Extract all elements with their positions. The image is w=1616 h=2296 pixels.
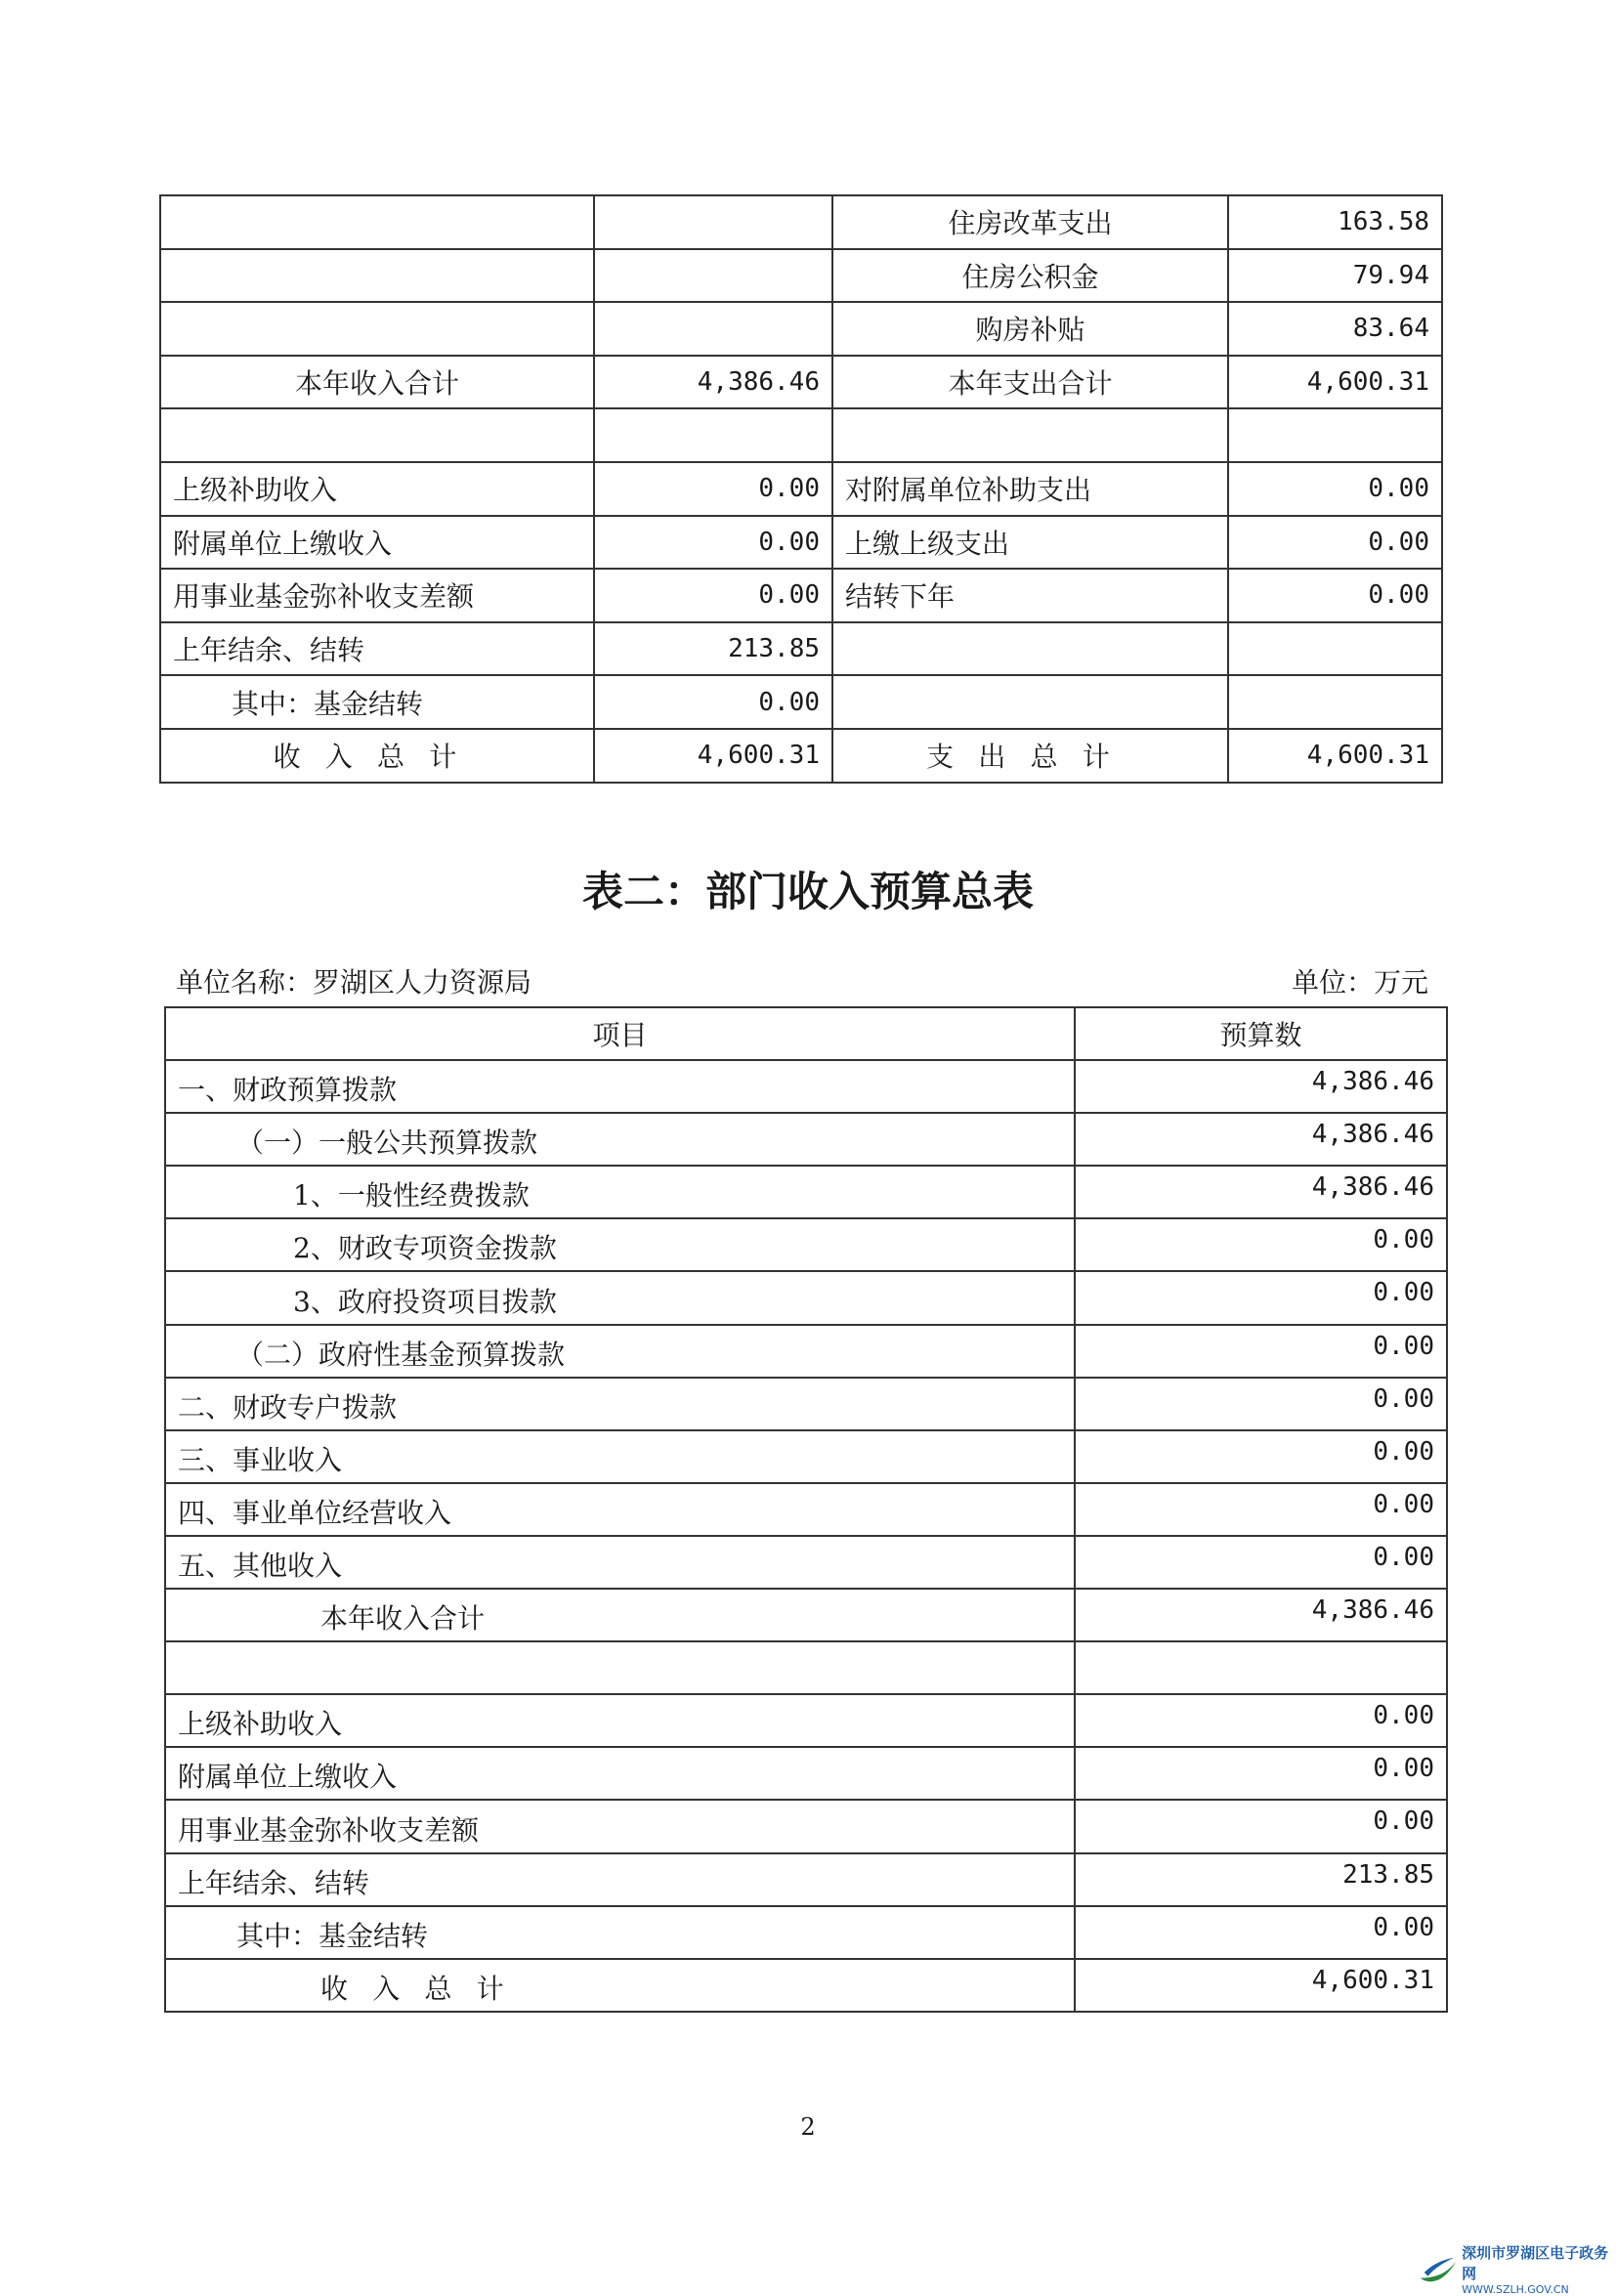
item-cell: 四、事业单位经营收入 xyxy=(165,1483,1075,1536)
income-amount-cell xyxy=(594,302,832,356)
income-item-cell xyxy=(160,302,594,356)
item-cell: 三、事业收入 xyxy=(165,1430,1075,1483)
table-row xyxy=(165,1536,1447,1589)
item-cell: 上级补助收入 xyxy=(165,1694,1075,1747)
expense-item-cell xyxy=(832,408,1228,462)
watermark-name: 深圳市罗湖区电子政务网 xyxy=(1462,2244,1609,2282)
amount-cell: 4,386.46 xyxy=(1075,1113,1447,1166)
header-item: 项目 xyxy=(165,1007,1075,1060)
table-row xyxy=(165,1483,1447,1536)
amount-cell xyxy=(1075,1641,1447,1694)
amount-cell: 0.00 xyxy=(1075,1218,1447,1271)
income-amount-cell: 0.00 xyxy=(594,516,832,570)
income-item-cell: 其中：基金结转 xyxy=(160,675,594,729)
expense-total-label: 支出总计 xyxy=(832,729,1228,783)
income-item-cell: 上年结余、结转 xyxy=(160,622,594,676)
table-row xyxy=(160,569,1442,622)
amount-cell: 0.00 xyxy=(1075,1325,1447,1378)
expense-item-cell: 结转下年 xyxy=(832,569,1228,622)
item-cell: （一）一般公共预算拨款 xyxy=(165,1113,1075,1166)
table-row xyxy=(160,729,1442,783)
income-amount-cell xyxy=(594,408,832,462)
item-cell: 3、政府投资项目拨款 xyxy=(165,1271,1075,1324)
item-cell: 附属单位上缴收入 xyxy=(165,1747,1075,1800)
table-row xyxy=(160,622,1442,676)
amount-cell: 0.00 xyxy=(1075,1271,1447,1324)
item-cell xyxy=(165,1641,1075,1694)
total-amount: 4,600.31 xyxy=(1075,1959,1447,2012)
expense-amount-cell xyxy=(1228,675,1442,729)
expense-amount-cell xyxy=(1228,622,1442,676)
item-cell: 1、一般性经费拨款 xyxy=(165,1166,1075,1218)
subtotal-label: 本年收入合计 xyxy=(165,1589,1075,1641)
expense-amount-cell: 4,600.31 xyxy=(1228,356,1442,409)
item-cell: 二、财政专户拨款 xyxy=(165,1378,1075,1430)
income-amount-cell xyxy=(594,249,832,303)
table-row xyxy=(165,1959,1447,2012)
item-cell: 其中：基金结转 xyxy=(165,1906,1075,1959)
table-row xyxy=(165,1378,1447,1430)
unit-name: 单位名称：罗湖区人力资源局 xyxy=(176,966,532,999)
expense-item-cell xyxy=(832,622,1228,676)
expense-amount-cell: 0.00 xyxy=(1228,569,1442,622)
amount-cell: 0.00 xyxy=(1075,1906,1447,1959)
table-row xyxy=(165,1060,1447,1113)
table-row xyxy=(165,1694,1447,1747)
item-cell: 一、财政预算拨款 xyxy=(165,1060,1075,1113)
income-amount-cell: 213.85 xyxy=(594,622,832,676)
income-item-cell: 附属单位上缴收入 xyxy=(160,516,594,570)
table-row xyxy=(160,249,1442,303)
expense-item-cell: 住房改革支出 xyxy=(832,195,1228,249)
income-amount-cell: 4,386.46 xyxy=(594,356,832,409)
income-amount-cell: 0.00 xyxy=(594,569,832,622)
swoosh-logo-icon xyxy=(1419,2253,1458,2286)
item-cell: 用事业基金弥补收支差额 xyxy=(165,1800,1075,1852)
item-cell: 2、财政专项资金拨款 xyxy=(165,1218,1075,1271)
table-row xyxy=(165,1641,1447,1694)
table-row xyxy=(165,1800,1447,1852)
table-row xyxy=(160,356,1442,409)
expense-item-cell: 本年支出合计 xyxy=(832,356,1228,409)
site-watermark xyxy=(1419,2242,1616,2296)
amount-cell: 0.00 xyxy=(1075,1694,1447,1747)
table-row xyxy=(165,1271,1447,1324)
income-item-cell: 上级补助收入 xyxy=(160,462,594,516)
income-item-cell: 用事业基金弥补收支差额 xyxy=(160,569,594,622)
expense-total-amount: 4,600.31 xyxy=(1228,729,1442,783)
table-row xyxy=(160,516,1442,570)
table-row xyxy=(165,1430,1447,1483)
expense-item-cell xyxy=(832,675,1228,729)
table-row xyxy=(165,1589,1447,1641)
income-expense-summary-table xyxy=(159,194,1443,784)
expense-amount-cell: 79.94 xyxy=(1228,249,1442,303)
income-amount-cell: 0.00 xyxy=(594,675,832,729)
expense-item-cell: 上缴上级支出 xyxy=(832,516,1228,570)
expense-item-cell: 购房补贴 xyxy=(832,302,1228,356)
expense-amount-cell: 0.00 xyxy=(1228,516,1442,570)
amount-cell: 0.00 xyxy=(1075,1747,1447,1800)
income-budget-table xyxy=(164,1006,1448,2013)
income-total-amount: 4,600.31 xyxy=(594,729,832,783)
income-item-cell xyxy=(160,249,594,303)
amount-cell: 0.00 xyxy=(1075,1536,1447,1589)
expense-item-cell: 住房公积金 xyxy=(832,249,1228,303)
table-row xyxy=(165,1218,1447,1271)
income-item-cell: 本年收入合计 xyxy=(160,356,594,409)
amount-cell: 213.85 xyxy=(1075,1853,1447,1906)
amount-cell: 0.00 xyxy=(1075,1430,1447,1483)
income-item-cell xyxy=(160,408,594,462)
watermark-url: WWW.SZLH.GOV.CN xyxy=(1462,2283,1569,2296)
table-row xyxy=(160,195,1442,249)
table-row xyxy=(160,408,1442,462)
amount-cell: 4,386.46 xyxy=(1075,1060,1447,1113)
table-row xyxy=(160,675,1442,729)
table-row xyxy=(165,1853,1447,1906)
item-cell: 五、其他收入 xyxy=(165,1536,1075,1589)
table-row xyxy=(165,1166,1447,1218)
subtotal-amount: 4,386.46 xyxy=(1075,1589,1447,1641)
expense-amount-cell: 0.00 xyxy=(1228,462,1442,516)
table-row xyxy=(165,1747,1447,1800)
item-cell: （二）政府性基金预算拨款 xyxy=(165,1325,1075,1378)
amount-cell: 0.00 xyxy=(1075,1378,1447,1430)
table-row xyxy=(165,1325,1447,1378)
table-row xyxy=(165,1113,1447,1166)
table2-title: 表二：部门收入预算总表 xyxy=(581,868,1034,915)
amount-cell: 4,386.46 xyxy=(1075,1166,1447,1218)
expense-amount-cell: 83.64 xyxy=(1228,302,1442,356)
amount-cell: 0.00 xyxy=(1075,1483,1447,1536)
page-number: 2 xyxy=(800,2113,816,2141)
table-row xyxy=(165,1906,1447,1959)
income-item-cell xyxy=(160,195,594,249)
expense-amount-cell xyxy=(1228,408,1442,462)
income-total-label: 收入总计 xyxy=(160,729,594,783)
total-label: 收入总计 xyxy=(165,1959,1075,2012)
table-row xyxy=(160,302,1442,356)
amount-cell: 0.00 xyxy=(1075,1800,1447,1852)
expense-item-cell: 对附属单位补助支出 xyxy=(832,462,1228,516)
expense-amount-cell: 163.58 xyxy=(1228,195,1442,249)
header-amount: 预算数 xyxy=(1075,1007,1447,1060)
income-amount-cell xyxy=(594,195,832,249)
unit-label: 单位：万元 xyxy=(1291,966,1428,999)
table-header-row xyxy=(165,1007,1447,1060)
table-row xyxy=(160,462,1442,516)
item-cell: 上年结余、结转 xyxy=(165,1853,1075,1906)
income-amount-cell: 0.00 xyxy=(594,462,832,516)
